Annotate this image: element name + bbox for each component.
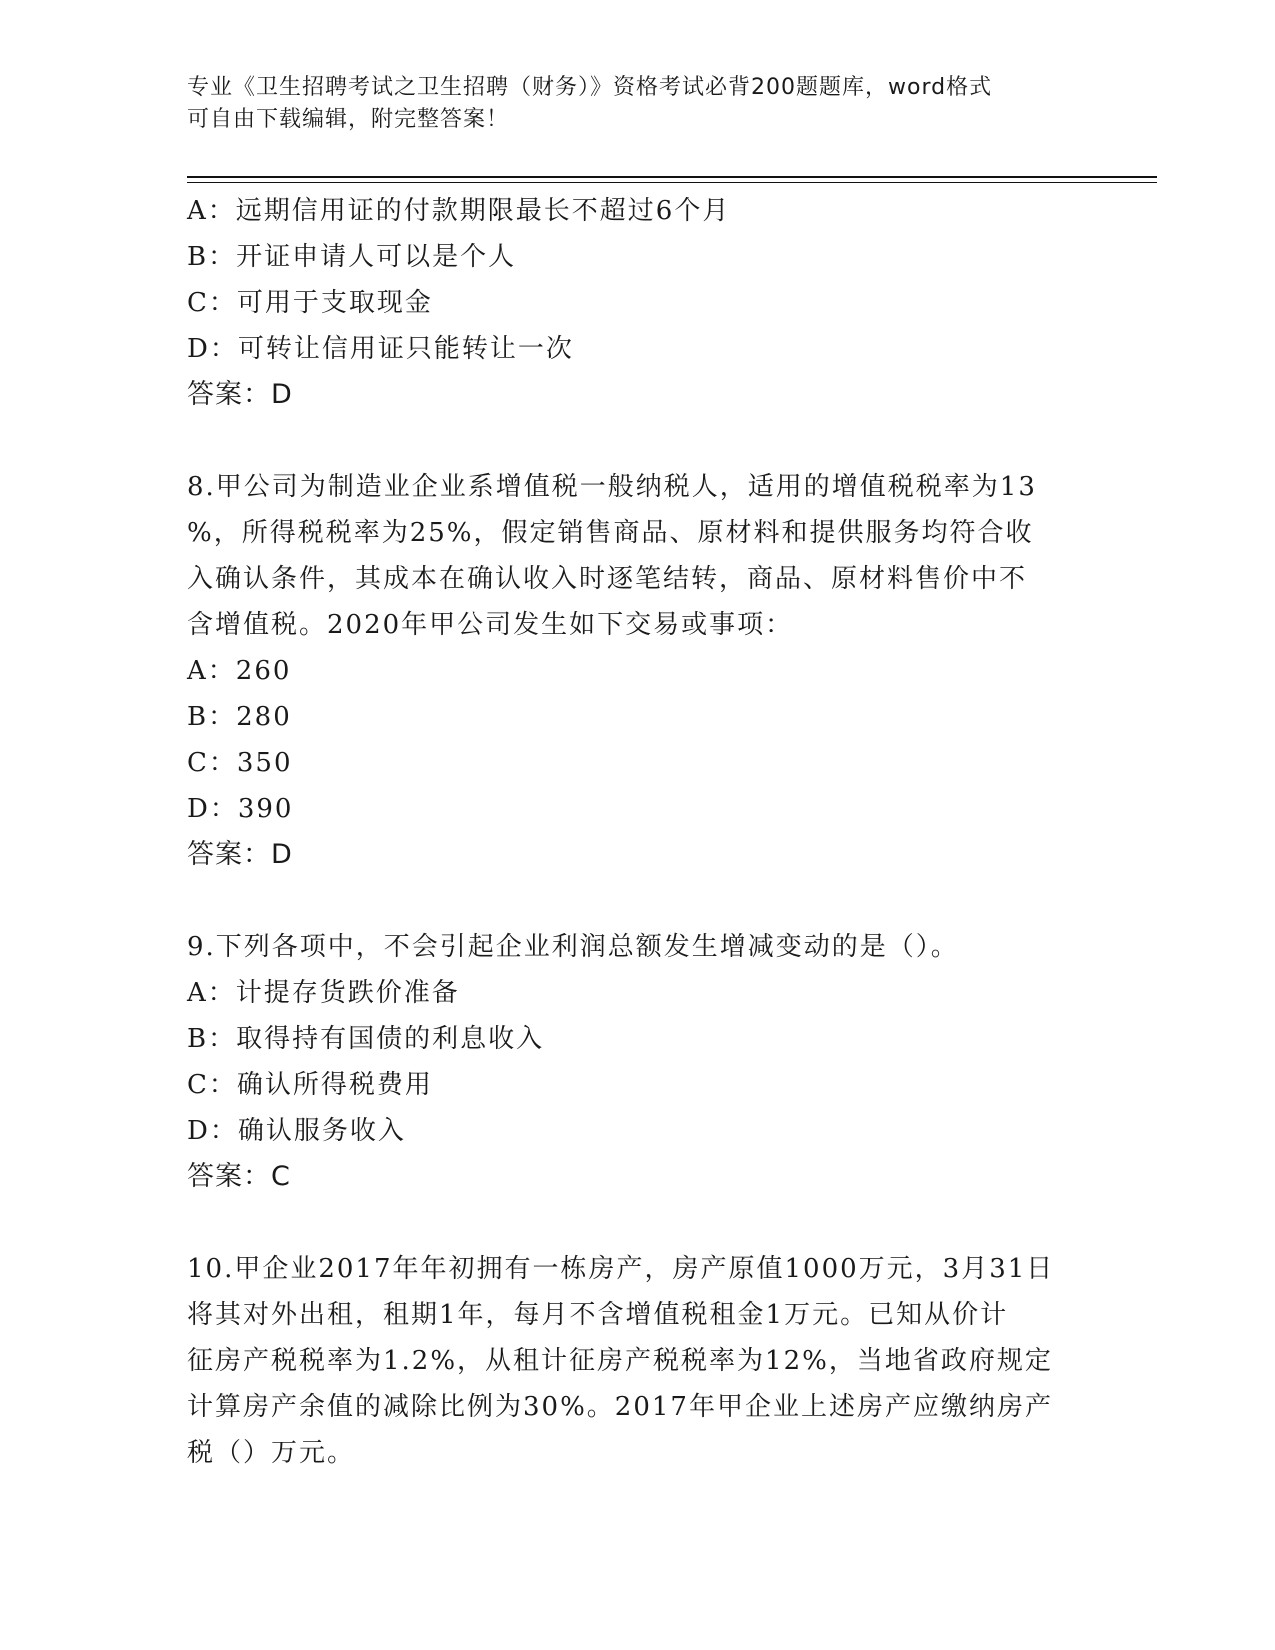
question-stem-line: 含增值税。2020年甲公司发生如下交易或事项： [187, 610, 794, 640]
spacer [187, 418, 1087, 464]
question-stem-line: 计算房产余值的减除比例为30%。2017年甲企业上述房产应缴纳房产 [187, 1392, 1053, 1422]
document-header [187, 72, 1087, 136]
question-list [187, 188, 1087, 1476]
header-line-1: 专业《卫生招聘考试之卫生招聘（财务）》资格考试必背200题题库，word格式 [187, 75, 993, 100]
option-b: B：开证申请人可以是个人 [187, 242, 517, 272]
question-stem-line: 入确认条件，其成本在确认收入时逐笔结转，商品、原材料售价中不 [187, 564, 1028, 594]
question-7 [187, 188, 1087, 418]
option-c: C：可用于支取现金 [187, 288, 433, 318]
question-stem-line: 将其对外出租，租期1年，每月不含增值税租金1万元。已知从价计 [187, 1300, 1009, 1330]
option-b: B：280 [187, 702, 292, 732]
question-stem-line: 征房产税税率为1.2%，从租计征房产税税率为12%，当地省政府规定 [187, 1346, 1053, 1376]
question-10 [187, 1246, 1087, 1476]
answer: 答案：D [187, 379, 293, 410]
option-b: B：取得持有国债的利息收入 [187, 1024, 545, 1054]
option-a: A：远期信用证的付款期限最长不超过6个月 [187, 196, 731, 226]
question-8 [187, 464, 1087, 878]
header-line-2: 可自由下载编辑，附完整答案！ [187, 107, 510, 132]
option-c: C：确认所得税费用 [187, 1070, 433, 1100]
spacer [187, 878, 1087, 924]
option-d: D：可转让信用证只能转让一次 [187, 334, 574, 364]
question-stem-line: 9.下列各项中，不会引起企业利润总额发生增减变动的是（）。 [187, 932, 959, 962]
question-stem-line: 税（）万元。 [187, 1438, 356, 1468]
header-divider-thick [187, 176, 1157, 178]
spacer [187, 1200, 1087, 1246]
question-stem-line: 8.甲公司为制造业企业系增值税一般纳税人，适用的增值税税率为13 [187, 472, 1037, 502]
question-9 [187, 924, 1087, 1200]
option-d: D：390 [187, 794, 294, 824]
header-divider-thin [187, 182, 1157, 183]
option-c: C：350 [187, 748, 293, 778]
option-a: A：260 [187, 656, 292, 686]
question-stem-line: %，所得税税率为25%，假定销售商品、原材料和提供服务均符合收 [187, 518, 1034, 548]
answer: 答案：C [187, 1161, 291, 1192]
option-d: D：确认服务收入 [187, 1116, 406, 1146]
answer: 答案：D [187, 839, 293, 870]
option-a: A：计提存货跌价准备 [187, 978, 460, 1008]
question-stem-line: 10.甲企业2017年年初拥有一栋房产，房产原值1000万元，3月31日 [187, 1254, 1055, 1284]
